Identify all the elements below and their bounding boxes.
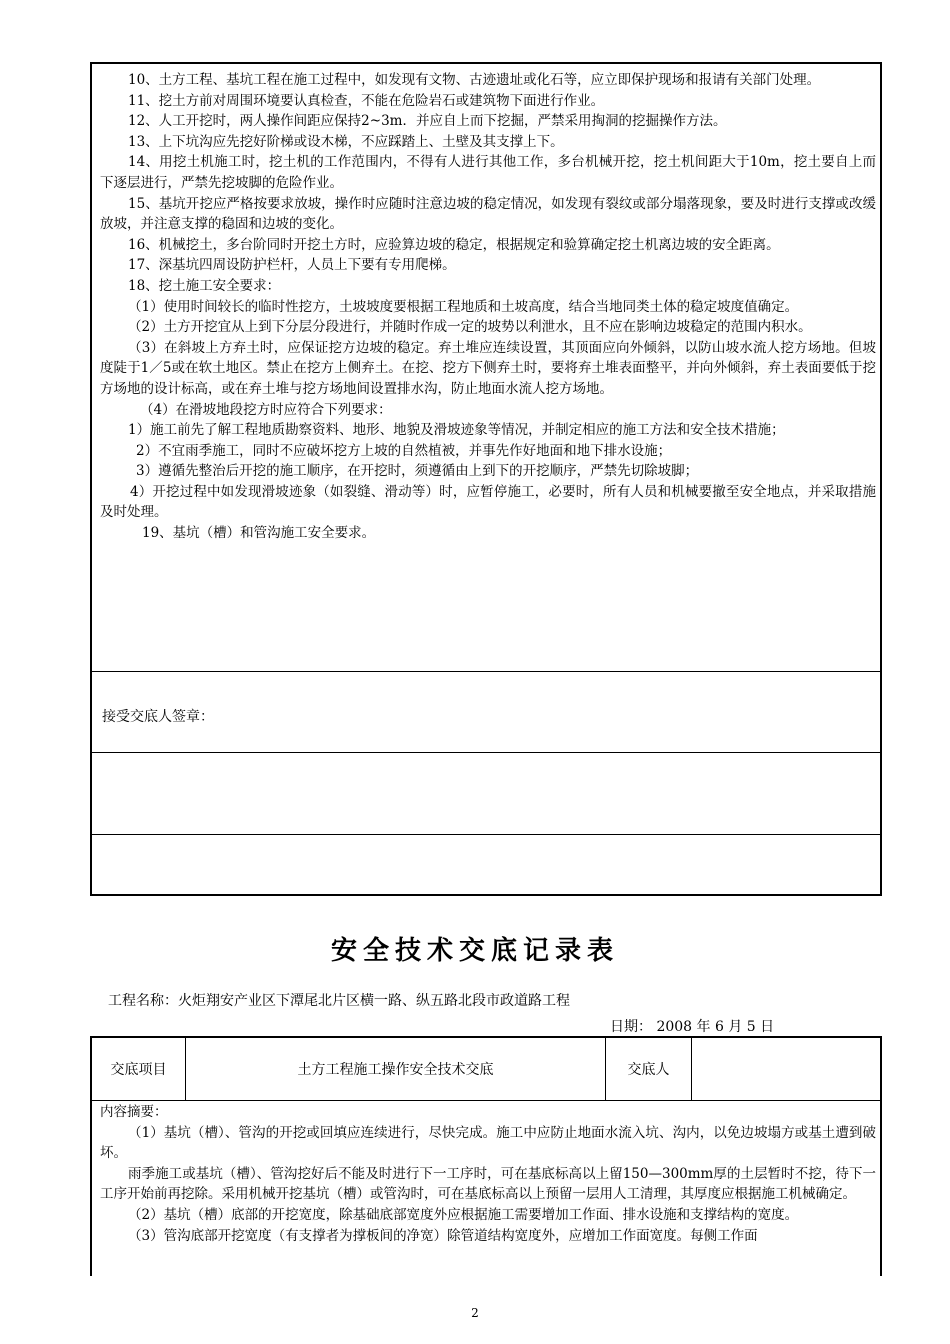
paragraph: 3）遵循先整治后开挖的施工顺序，在开挖时，须遵循由上到下的开挖顺序，严禁先切除坡脚； [136, 463, 699, 480]
paragraph: 18、挖土施工安全要求： [128, 277, 281, 294]
paragraph: （1）基坑（槽）、管沟的开挖或回填应连续进行，尽快完成。施工中应防止地面水流入坑、沟内，以免边坡塌方或基土遭到破坏。 [100, 1124, 876, 1162]
paragraph: （1）使用时间较长的临时性挖方，土坡坡度要根据工程地质和土坡高度，结合当地同类土体的稳定坡度值确定。 [128, 298, 799, 315]
paragraph: 12、人工开挖时，两人操作间距应保持2~3m．并应自上而下挖掘，严禁采用掏洞的挖掘操作方法。 [128, 113, 727, 130]
row-divider [92, 834, 880, 835]
table-header-row [92, 1038, 880, 1101]
date-line: 日期： 2008 年 6 月 5 日 [610, 1019, 775, 1035]
paragraph: （4）在滑坡地段挖方时应符合下列要求： [140, 401, 392, 418]
signature-label: 接受交底人签章： [102, 709, 214, 725]
project-name: 工程名称：火炬翔安产业区下潭尾北片区横一路、纵五路北段市政道路工程 [108, 993, 570, 1009]
page-number: 2 [471, 1306, 479, 1320]
disclosure-content [100, 70, 876, 674]
continued-disclosure-box [90, 62, 882, 896]
paragraph: 17、深基坑四周设防护栏杆，人员上下要有专用爬梯。 [128, 257, 456, 274]
row-divider [92, 671, 880, 672]
paragraph: （2）基坑（槽）底部的开挖宽度，除基础底部宽度外应根据施工需要增加工作面、排水设施和支撑结构的宽度。 [128, 1206, 799, 1223]
summary-content [100, 1102, 876, 1246]
paragraph: 雨季施工或基坑（槽）、管沟挖好后不能及时进行下一工序时，可在基底标高以上留150—300mm厚的土层暂时不挖，待下一工序开始前再挖除。采用机械开挖基坑（槽）或管沟时，可在基底标高以上预留一层用人工清理，其厚度应根据施工机械确定。 [100, 1165, 876, 1203]
person-label: 交底人 [606, 1038, 692, 1100]
person-value [692, 1038, 882, 1100]
paragraph: 10、土方工程、基坑工程在施工过程中，如发现有文物、古迹遗址或化石等，应立即保护现场和报请有关部门处理。 [128, 72, 821, 88]
paragraph: 13、上下坑沟应先挖好阶梯或设木梯，不应踩踏上、土壁及其支撑上下。 [128, 133, 564, 150]
row-divider [92, 752, 880, 753]
page-title: 安全技术交底记录表 [330, 936, 619, 966]
item-value: 土方工程施工操作安全技术交底 [186, 1038, 606, 1100]
disclosure-record-table [90, 1036, 882, 1276]
paragraph: 14、用挖土机施工时，挖土机的工作范围内，不得有人进行其他工作，多台机械开挖，挖土机间距大于10m，挖土要自上而下逐层进行，严禁先挖坡脚的危险作业。 [100, 154, 876, 191]
paragraph: （3）在斜坡上方弃土时，应保证挖方边坡的稳定。弃土堆应连续设置，其顶面应向外倾斜，以防山坡水流人挖方场地。但坡度陡于1／5或在软土地区。禁止在挖方上侧弃土。在挖、挖方下侧弃土时，要将弃土堆表面整平，并向外倾斜，弃土表面要低于挖方场地的设计标高，或在弃土堆与挖方场地间设置排水沟，防止地面水流人挖方场地。 [100, 339, 876, 397]
paragraph: （3）管沟底部开挖宽度（有支撑者为撑板间的净宽）除管道结构宽度外，应增加工作面宽度。每侧工作面 [128, 1227, 758, 1244]
paragraph: 4）开挖过程中如发现滑坡迹象（如裂缝、滑动等）时，应暂停施工，必要时，所有人员和机械要撤至安全地点，并采取措施及时处理。 [100, 483, 876, 521]
item-label: 交底项目 [92, 1038, 186, 1100]
summary-label: 内容摘要： [100, 1104, 168, 1120]
paragraph: 15、基坑开挖应严格按要求放坡，操作时应随时注意边坡的稳定情况，如发现有裂纹或部分塌落现象，要及时进行支撑或改缓放坡，并注意支撑的稳固和边坡的变化。 [100, 195, 876, 233]
paragraph: 19、基坑（槽）和管沟施工安全要求。 [142, 525, 376, 542]
paragraph: 1）施工前先了解工程地质勘察资料、地形、地貌及滑坡迹象等情况，并制定相应的施工方法和安全技术措施； [128, 422, 785, 439]
paragraph: （2）土方开挖宜从上到下分层分段进行，并随时作成一定的坡势以利泄水，且不应在影响边坡稳定的范围内积水。 [128, 319, 812, 336]
paragraph: 2）不宜雨季施工，同时不应破坏挖方上坡的自然植被，并事先作好地面和地下排水设施； [136, 442, 672, 459]
paragraph: 11、挖土方前对周围环境要认真检查，不能在危险岩石或建筑物下面进行作业。 [128, 92, 605, 109]
paragraph: 16、机械挖土，多台阶同时开挖土方时，应验算边坡的稳定，根据规定和验算确定挖土机离边坡的安全距离。 [128, 236, 780, 253]
